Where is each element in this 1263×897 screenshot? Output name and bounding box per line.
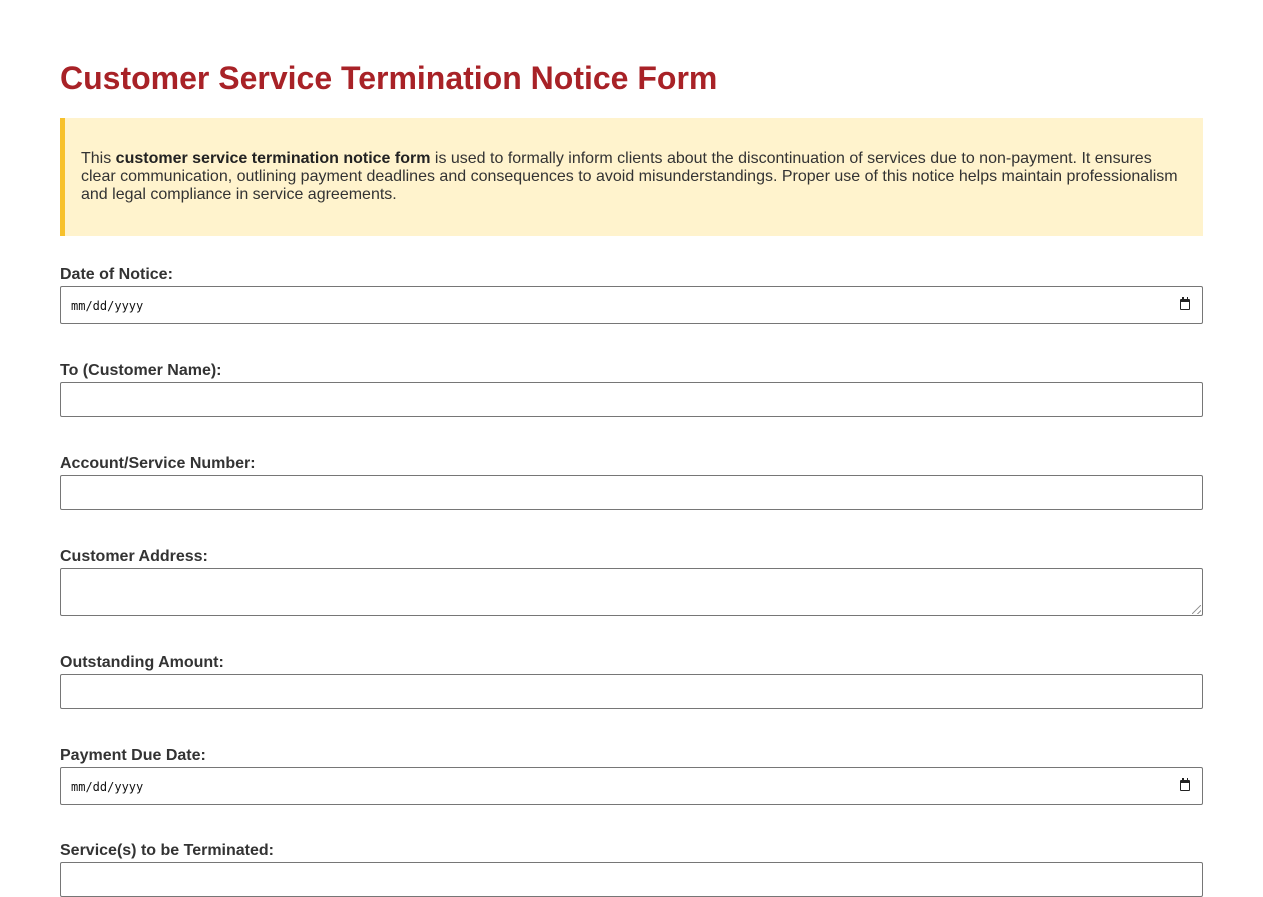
notice-suffix: is used to formally inform clients about the discontinuation of services due to non-payment. It ensures clear communication, outlining payment deadlines and consequences to avoid misunderstandings. Proper use of this notice helps maintain professionalism and legal compliance in service agreements. [81,150,1178,203]
account-number-label: Account/Service Number: [60,455,256,472]
date-of-notice-placeholder: mm/dd/yyyy [71,299,144,313]
outstanding-amount-input[interactable] [60,674,1203,709]
customer-name-label: To (Customer Name): [60,362,222,379]
notice-prefix: This [81,150,116,167]
account-number-input[interactable] [60,475,1203,510]
payment-due-date-placeholder: mm/dd/yyyy [71,780,144,794]
calendar-icon[interactable] [1180,299,1190,310]
customer-name-input[interactable] [60,382,1203,417]
field-account-number [60,455,1203,510]
notice-bold-text: customer service termination notice form [115,150,431,167]
field-services-terminated [60,842,1203,897]
payment-due-date-input[interactable] [60,767,1203,805]
payment-due-date-label: Payment Due Date: [60,747,206,764]
field-customer-name [60,362,1203,417]
services-terminated-label: Service(s) to be Terminated: [60,842,274,859]
info-notice [60,118,1203,236]
customer-address-textarea[interactable] [60,568,1203,616]
resize-grip-icon[interactable] [1192,605,1201,614]
field-outstanding-amount [60,654,1203,709]
date-of-notice-input[interactable] [60,286,1203,324]
customer-address-label: Customer Address: [60,548,208,565]
outstanding-amount-label: Outstanding Amount: [60,654,224,671]
field-date-of-notice [60,266,1203,324]
form-page [60,0,1203,236]
field-customer-address [60,548,1203,616]
page-title: Customer Service Termination Notice Form [60,60,718,96]
calendar-icon[interactable] [1180,780,1190,791]
field-payment-due-date [60,747,1203,805]
date-of-notice-label: Date of Notice: [60,266,173,283]
services-terminated-input[interactable] [60,862,1203,897]
